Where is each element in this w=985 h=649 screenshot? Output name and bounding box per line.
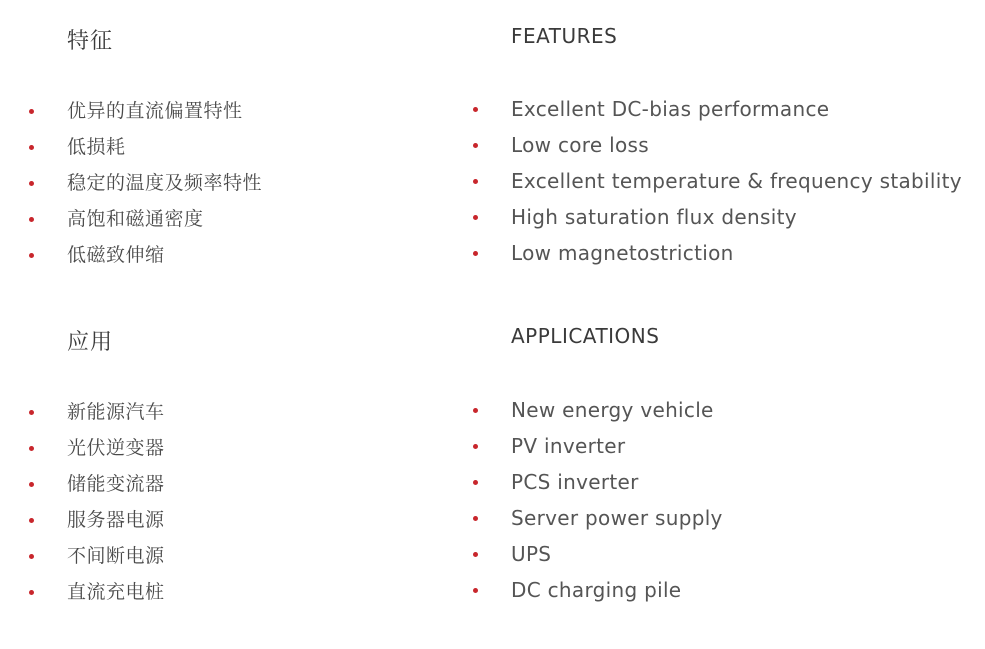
list-item [67,237,262,273]
applications-en-list [511,392,723,608]
list-item [511,428,723,464]
features-cn-list [67,93,262,273]
applications-cn-heading: 应用 [67,330,114,355]
list-item-text: 新能源汽车 [67,401,165,423]
list-item [67,93,262,129]
list-item-text: 低磁致伸缩 [67,244,165,266]
list-item-text: 直流充电桩 [67,581,165,603]
list-item [67,129,262,165]
bullet-icon [473,215,478,220]
list-item [511,127,962,163]
list-item-text: Server power supply [511,506,723,530]
list-item-text: 服务器电源 [67,509,165,531]
bullet-icon [473,251,478,256]
list-item-text: Low magnetostriction [511,241,734,265]
list-item [67,466,165,502]
list-item [67,502,165,538]
list-item-text: DC charging pile [511,578,682,602]
list-item-text: 光伏逆变器 [67,437,165,459]
features-en-list [511,91,962,271]
bullet-icon [29,410,34,415]
bullet-icon [29,109,34,114]
list-item-text: 稳定的温度及频率特性 [67,172,263,194]
bullet-icon [473,480,478,485]
features-cn-heading: 特征 [67,29,114,54]
list-item-text: 高饱和磁通密度 [67,208,204,230]
list-item [67,394,165,430]
bullet-icon [29,590,34,595]
bullet-icon [29,518,34,523]
applications-en-heading: APPLICATIONS [511,324,660,348]
list-item [67,201,262,237]
list-item [511,199,962,235]
list-item [511,235,962,271]
features-en-heading: FEATURES [511,24,618,48]
list-item-text: 储能变流器 [67,473,165,495]
list-item-text: 优异的直流偏置特性 [67,100,243,122]
bullet-icon [473,107,478,112]
list-item-text: Excellent temperature & frequency stability [511,169,962,193]
list-item-text: New energy vehicle [511,398,714,422]
bullet-icon [473,552,478,557]
list-item [67,574,165,610]
bullet-icon [473,444,478,449]
bullet-icon [29,253,34,258]
list-item-text: PCS inverter [511,470,639,494]
bullet-icon [473,408,478,413]
bullet-icon [29,217,34,222]
bullet-icon [29,482,34,487]
list-item [511,572,723,608]
list-item [511,464,723,500]
list-item-text: High saturation flux density [511,205,797,229]
list-item-text: 低损耗 [67,136,126,158]
bullet-icon [29,554,34,559]
bullet-icon [473,179,478,184]
list-item-text: PV inverter [511,434,626,458]
list-item-text: 不间断电源 [67,545,165,567]
bullet-icon [29,446,34,451]
bullet-icon [473,143,478,148]
bullet-icon [29,181,34,186]
bullet-icon [473,588,478,593]
applications-cn-list [67,394,165,610]
list-item [67,430,165,466]
list-item [511,163,962,199]
list-item [511,500,723,536]
list-item [67,165,262,201]
list-item [511,91,962,127]
list-item [511,392,723,428]
list-item [511,536,723,572]
list-item [67,538,165,574]
list-item-text: Excellent DC-bias performance [511,97,830,121]
list-item-text: UPS [511,542,552,566]
list-item-text: Low core loss [511,133,649,157]
bullet-icon [473,516,478,521]
bullet-icon [29,145,34,150]
